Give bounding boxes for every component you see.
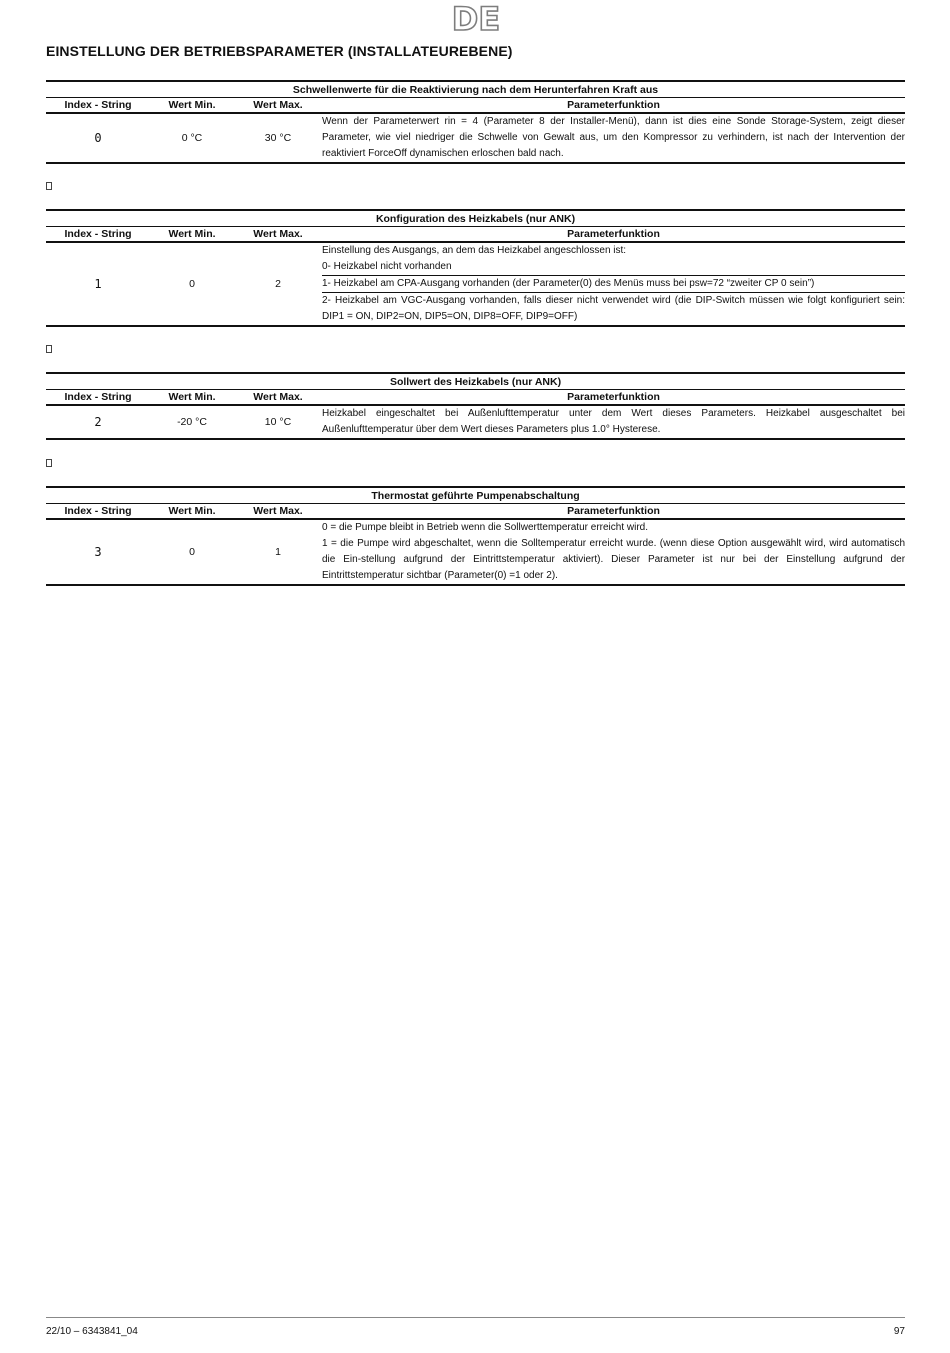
index-string: 3 (46, 519, 150, 585)
column-header-min: Wert Min. (150, 504, 234, 520)
column-header-index: Index - String (46, 227, 150, 243)
column-header-index: Index - String (46, 504, 150, 520)
footer-divider (46, 1317, 905, 1318)
column-header-min: Wert Min. (150, 98, 234, 114)
column-header-max: Wert Max. (234, 98, 322, 114)
function-line: 0- Heizkabel nicht vorhanden (322, 259, 905, 276)
max-value: 1 (234, 519, 322, 585)
function-line: Einstellung des Ausgangs, an dem das Heizkabel angeschlossen ist: (322, 245, 627, 256)
function-line: 2- Heizkabel am VGC-Ausgang vorhanden, falls dieser nicht verwendet wird (die DIP-Switch müssen wie folgt konfiguriert sein: DIP1 = ON, DIP2=ON, DIP5=ON, DIP8=OFF, DIP9=OFF) (322, 295, 906, 322)
column-header-index: Index - String (46, 98, 150, 114)
function-line: 1 = die Pumpe wird abgeschaltet, wenn die Solltemperatur erreicht wurde. (wenn diese Option ausgewählt wird, wird automatisch die Ein-stellung aufgrund der Eintrittstemperatur aktiviert). Dieser Parameter ist nur bei der Einstellung aufgrund der Eintrittstemperatur sichtbar (Parameter(0) =1 oder 2). (322, 538, 906, 581)
page-title: EINSTELLUNG DER BETRIEBSPARAMETER (INSTALLATEUREBENE) (46, 43, 513, 59)
parameter-table-0 (46, 80, 905, 164)
parameter-table-1 (46, 209, 905, 327)
table-title: Thermostat geführte Pumpenabschaltung (46, 487, 905, 504)
footer-page-number: 97 (893, 1326, 905, 1337)
parameter-function: Wenn der Parameterwert rin = 4 (Parameter 8 der Installer-Menü), dann ist dies eine Sonde Storage-System, zeigt dieser Parameter, wie viel niedriger die Schwelle von Gewalt aus, um den Kompressor zu verhindern, ist nach der Intervention der reaktiviert ForceOff dynamischen erloschen bald nach. (322, 113, 905, 163)
max-value: 10 °C (234, 405, 322, 439)
column-header-function: Parameterfunktion (322, 504, 905, 520)
column-header-function: Parameterfunktion (322, 98, 905, 114)
column-header-min: Wert Min. (150, 227, 234, 243)
min-value: 0 (150, 519, 234, 585)
column-header-max: Wert Max. (234, 504, 322, 520)
table-title: Schwellenwerte für die Reaktivierung nach dem Herunterfahren Kraft aus (46, 81, 905, 98)
column-header-function: Parameterfunktion (322, 227, 905, 243)
column-header-function: Parameterfunktion (322, 390, 905, 406)
index-string: 1 (46, 242, 150, 326)
function-line: 1- Heizkabel am CPA-Ausgang vorhanden (der Parameter(0) des Menüs muss bei psw=72 “zweiter CP 0 sein”) (322, 276, 905, 293)
column-header-min: Wert Min. (150, 390, 234, 406)
column-header-max: Wert Max. (234, 390, 322, 406)
parameter-function (322, 519, 905, 585)
min-value: 0 (150, 242, 234, 326)
table-title: Sollwert des Heizkabels (nur ANK) (46, 373, 905, 390)
placeholder-glyph-icon (46, 345, 52, 353)
parameter-table-2 (46, 372, 905, 440)
table-title: Konfiguration des Heizkabels (nur ANK) (46, 210, 905, 227)
language-badge: DE (451, 0, 501, 38)
column-header-max: Wert Max. (234, 227, 322, 243)
parameter-function: Heizkabel eingeschaltet bei Außenlufttemperatur unter dem Wert dieses Parameters. Heizkabel ausgeschaltet bei Außenlufttemperatur über dem Wert dieses Parameters plus 1.0° Hysterese. (322, 405, 905, 439)
column-header-index: Index - String (46, 390, 150, 406)
placeholder-glyph-icon (46, 182, 52, 190)
min-value: 0 °C (150, 113, 234, 163)
footer-doc-code: 22/10 – 6343841_04 (46, 1326, 138, 1337)
parameter-table-3 (46, 486, 905, 586)
max-value: 2 (234, 242, 322, 326)
min-value: -20 °C (150, 405, 234, 439)
function-line: 0 = die Pumpe bleibt in Betrieb wenn die Sollwerttemperatur erreicht wird. (322, 522, 648, 533)
parameter-function (322, 242, 905, 326)
placeholder-glyph-icon (46, 459, 52, 467)
index-string: 2 (46, 405, 150, 439)
index-string: 0 (46, 113, 150, 163)
max-value: 30 °C (234, 113, 322, 163)
